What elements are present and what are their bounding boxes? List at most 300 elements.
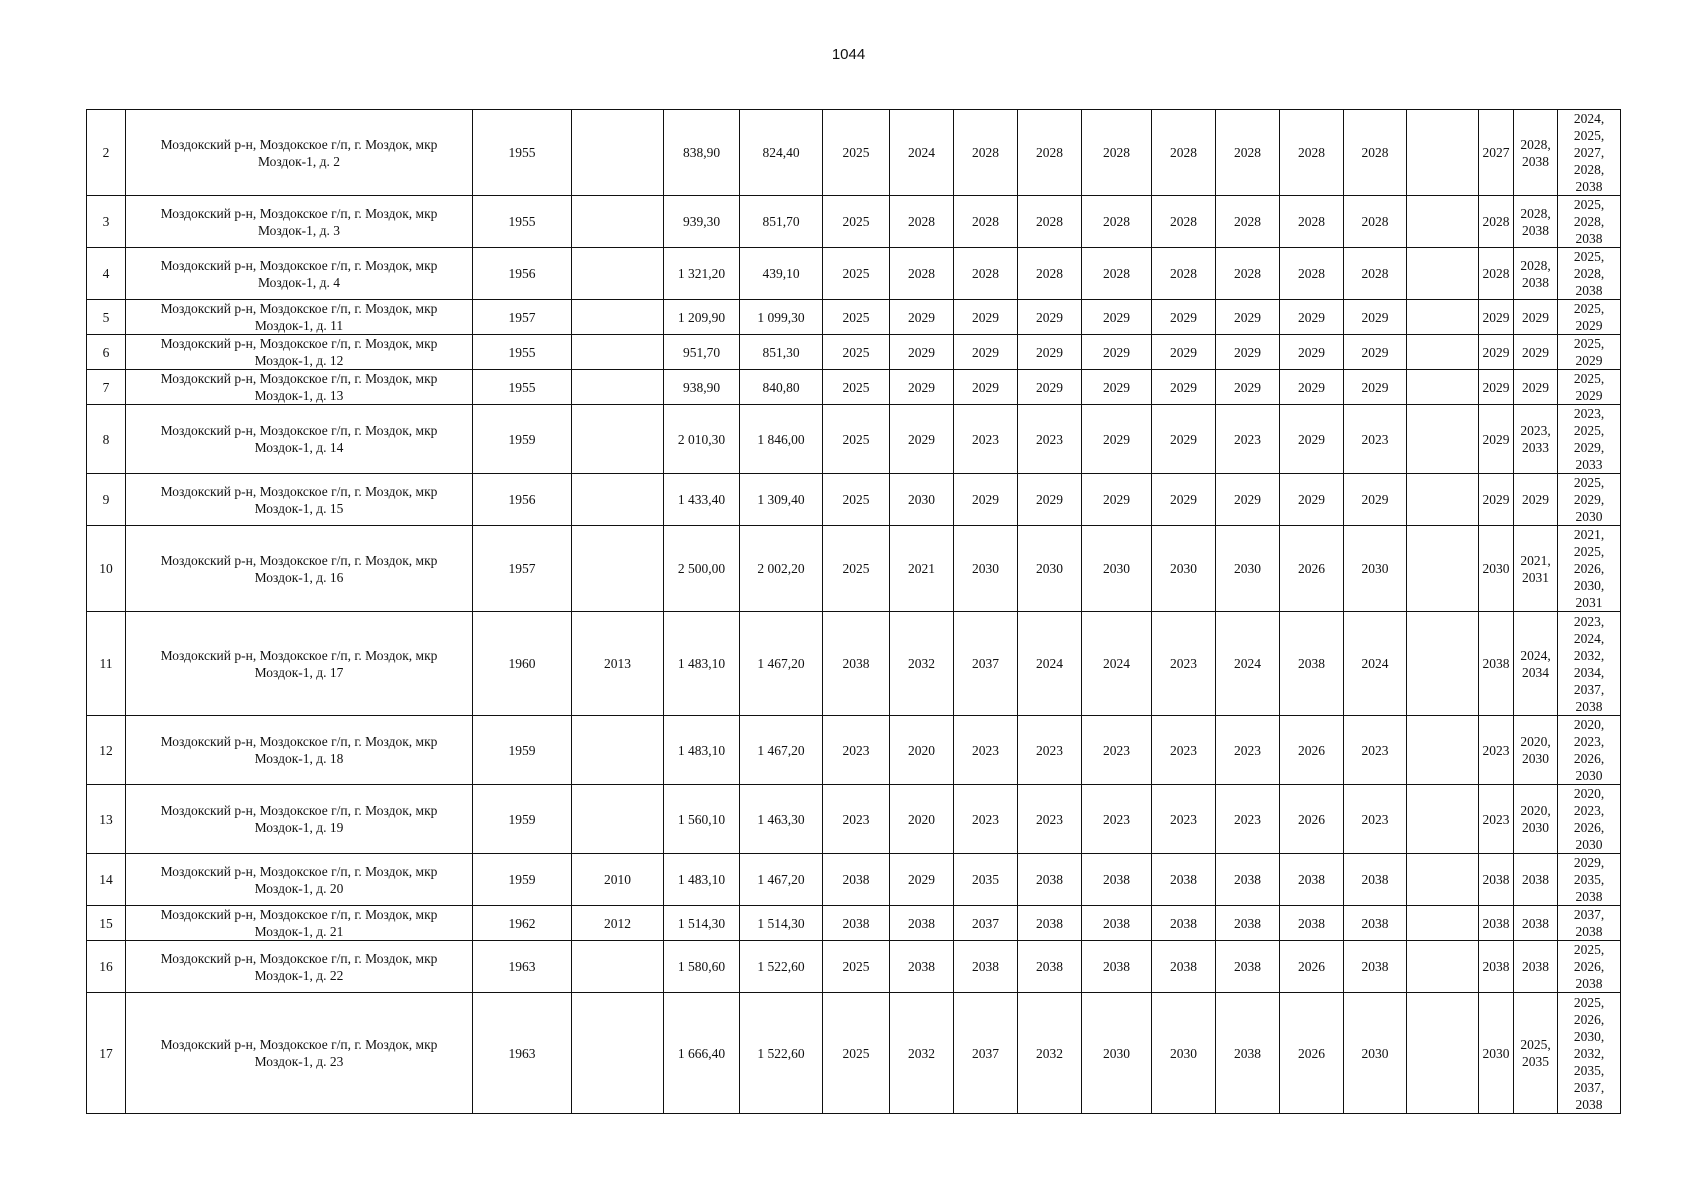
row-number: 11 [87, 612, 126, 716]
address-cell [126, 370, 473, 405]
address-line-2: Моздок-1, д. 12 [254, 353, 344, 368]
work-year-cell: 2025 [823, 300, 890, 335]
work-year-cell [1407, 300, 1479, 335]
row-number: 10 [87, 526, 126, 612]
housing-register-table [86, 109, 1621, 1114]
work-year-cell: 2030 [1152, 993, 1216, 1114]
build-year-cell: 1959 [473, 716, 572, 785]
work-year-cell: 2028 [1152, 110, 1216, 196]
address-line-2: Моздок-1, д. 23 [254, 1054, 344, 1069]
table-row [87, 370, 1621, 405]
work-year-cell: 2030 [1479, 526, 1514, 612]
address-line-1: Моздокский р-н, Моздокское г/п, г. Моздок, мкр [160, 136, 438, 152]
living-area-cell: 1 522,60 [740, 941, 823, 993]
work-year-cell: 2023 [1082, 716, 1152, 785]
work-year-cell: 2028 [1344, 110, 1407, 196]
address-line-1: Моздокский р-н, Моздокское г/п, г. Моздок, мкр [160, 371, 438, 386]
work-year-cell: 2029 [1152, 474, 1216, 526]
work-year-cell: 2029 [1216, 370, 1280, 405]
renovation-year-cell: 2012 [572, 906, 664, 941]
work-year-cell: 2038 [1280, 854, 1344, 906]
work-year-cell [1407, 941, 1479, 993]
work-year-cell: 2030 [1344, 526, 1407, 612]
work-year-cell: 2032 [890, 612, 954, 716]
work-year-cell: 2029 [1479, 405, 1514, 474]
work-year-cell: 2029 [1344, 370, 1407, 405]
build-year-cell: 1959 [473, 405, 572, 474]
address-line-1: Моздокский р-н, Моздокское г/п, г. Моздок, мкр [160, 647, 438, 663]
work-year-cell: 2028 [1018, 110, 1082, 196]
total-area-cell: 1 483,10 [664, 854, 740, 906]
work-year-cell: 2025 [823, 248, 890, 300]
total-area-cell: 1 483,10 [664, 612, 740, 716]
living-area-cell: 439,10 [740, 248, 823, 300]
renovation-year-cell: 2013 [572, 612, 664, 716]
planned-years-cell: 2029 [1514, 335, 1558, 370]
work-year-cell: 2025 [823, 993, 890, 1114]
living-area-cell: 1 309,40 [740, 474, 823, 526]
work-year-cell: 2023 [1018, 405, 1082, 474]
total-area-cell: 939,30 [664, 196, 740, 248]
row-number: 13 [87, 785, 126, 854]
total-area-cell: 1 321,20 [664, 248, 740, 300]
work-year-cell: 2038 [1479, 941, 1514, 993]
living-area-cell: 824,40 [740, 110, 823, 196]
work-year-cell: 2029 [1082, 335, 1152, 370]
address-line-2: Моздок-1, д. 18 [254, 751, 344, 766]
address-line-2: Моздок-1, д. 13 [254, 388, 344, 403]
work-year-cell: 2023 [1152, 716, 1216, 785]
work-year-cell: 2029 [1344, 300, 1407, 335]
work-year-cell: 2028 [1152, 196, 1216, 248]
work-year-cell: 2029 [1018, 474, 1082, 526]
work-year-cell: 2023 [1082, 785, 1152, 854]
work-year-cell: 2038 [1082, 854, 1152, 906]
work-year-cell [1407, 716, 1479, 785]
work-year-cell: 2023 [823, 716, 890, 785]
work-year-cell [1407, 526, 1479, 612]
work-year-cell: 2023 [1018, 785, 1082, 854]
table-row [87, 906, 1621, 941]
address-line-1: Моздокский р-н, Моздокское г/п, г. Моздок, мкр [160, 336, 438, 351]
work-year-cell: 2029 [1280, 300, 1344, 335]
work-year-cell: 2025 [823, 335, 890, 370]
work-year-cell: 2025 [823, 196, 890, 248]
row-number: 9 [87, 474, 126, 526]
address-cell [126, 335, 473, 370]
table-row [87, 716, 1621, 785]
work-year-cell: 2030 [1344, 993, 1407, 1114]
work-year-cell: 2037 [954, 906, 1018, 941]
work-year-cell [1407, 785, 1479, 854]
work-year-cell: 2038 [1216, 906, 1280, 941]
planned-years-cell: 2029 [1514, 300, 1558, 335]
total-area-cell: 951,70 [664, 335, 740, 370]
address-cell [126, 196, 473, 248]
work-year-cell: 2026 [1280, 785, 1344, 854]
table-row [87, 526, 1621, 612]
work-year-cell: 2029 [1479, 370, 1514, 405]
table-row [87, 248, 1621, 300]
total-area-cell: 1 483,10 [664, 716, 740, 785]
work-year-cell: 2038 [1082, 906, 1152, 941]
all-years-cell: 2025, 2026, 2030, 2032, 2035, 2037, 2038 [1558, 993, 1621, 1114]
total-area-cell: 1 560,10 [664, 785, 740, 854]
living-area-cell: 1 514,30 [740, 906, 823, 941]
address-line-2: Моздок-1, д. 3 [257, 222, 341, 238]
work-year-cell: 2028 [890, 248, 954, 300]
work-year-cell: 2030 [1082, 993, 1152, 1114]
work-year-cell: 2038 [1018, 906, 1082, 941]
work-year-cell: 2038 [1152, 906, 1216, 941]
renovation-year-cell [572, 474, 664, 526]
address-cell [126, 526, 473, 612]
work-year-cell [1407, 474, 1479, 526]
build-year-cell: 1963 [473, 993, 572, 1114]
address-line-2: Моздок-1, д. 20 [254, 880, 344, 896]
build-year-cell: 1956 [473, 474, 572, 526]
work-year-cell: 2028 [954, 196, 1018, 248]
renovation-year-cell [572, 941, 664, 993]
table-row [87, 941, 1621, 993]
all-years-cell: 2025, 2026, 2038 [1558, 941, 1621, 993]
renovation-year-cell [572, 300, 664, 335]
work-year-cell: 2026 [1280, 716, 1344, 785]
work-year-cell: 2029 [1152, 405, 1216, 474]
work-year-cell: 2028 [1280, 196, 1344, 248]
build-year-cell: 1955 [473, 370, 572, 405]
living-area-cell: 1 463,30 [740, 785, 823, 854]
living-area-cell: 1 522,60 [740, 993, 823, 1114]
build-year-cell: 1959 [473, 785, 572, 854]
work-year-cell: 2026 [1280, 993, 1344, 1114]
work-year-cell: 2030 [1152, 526, 1216, 612]
renovation-year-cell [572, 370, 664, 405]
address-line-2: Моздок-1, д. 21 [254, 924, 344, 939]
renovation-year-cell [572, 405, 664, 474]
table-row [87, 785, 1621, 854]
total-area-cell: 938,90 [664, 370, 740, 405]
work-year-cell: 2028 [954, 110, 1018, 196]
total-area-cell: 1 433,40 [664, 474, 740, 526]
all-years-cell: 2020, 2023, 2026, 2030 [1558, 785, 1621, 854]
table-row [87, 405, 1621, 474]
address-line-2: Моздок-1, д. 19 [254, 820, 344, 835]
living-area-cell: 840,80 [740, 370, 823, 405]
work-year-cell: 2029 [890, 370, 954, 405]
work-year-cell: 2024 [1216, 612, 1280, 716]
work-year-cell: 2037 [954, 993, 1018, 1114]
work-year-cell: 2028 [1216, 196, 1280, 248]
work-year-cell: 2038 [890, 906, 954, 941]
renovation-year-cell: 2010 [572, 854, 664, 906]
planned-years-cell: 2025, 2035 [1514, 993, 1558, 1114]
work-year-cell: 2029 [890, 405, 954, 474]
renovation-year-cell [572, 526, 664, 612]
address-line-1: Моздокский р-н, Моздокское г/п, г. Моздок, мкр [160, 863, 438, 879]
work-year-cell: 2030 [1082, 526, 1152, 612]
work-year-cell: 2038 [823, 854, 890, 906]
planned-years-cell: 2038 [1514, 906, 1558, 941]
work-year-cell: 2038 [1152, 854, 1216, 906]
work-year-cell: 2029 [1152, 335, 1216, 370]
work-year-cell: 2028 [1344, 248, 1407, 300]
all-years-cell: 2021, 2025, 2026, 2030, 2031 [1558, 526, 1621, 612]
work-year-cell: 2028 [1152, 248, 1216, 300]
table-row [87, 854, 1621, 906]
address-line-2: Моздок-1, д. 4 [257, 274, 341, 290]
work-year-cell: 2023 [1479, 716, 1514, 785]
build-year-cell: 1957 [473, 300, 572, 335]
row-number: 3 [87, 196, 126, 248]
work-year-cell: 2024 [1082, 612, 1152, 716]
work-year-cell: 2028 [1479, 196, 1514, 248]
work-year-cell [1407, 854, 1479, 906]
work-year-cell: 2030 [890, 474, 954, 526]
work-year-cell: 2029 [1344, 474, 1407, 526]
row-number: 4 [87, 248, 126, 300]
work-year-cell: 2038 [1479, 906, 1514, 941]
work-year-cell: 2029 [1216, 474, 1280, 526]
renovation-year-cell [572, 110, 664, 196]
work-year-cell: 2038 [1082, 941, 1152, 993]
work-year-cell: 2025 [823, 110, 890, 196]
work-year-cell: 2030 [1018, 526, 1082, 612]
build-year-cell: 1957 [473, 526, 572, 612]
address-cell [126, 405, 473, 474]
address-line-2: Моздок-1, д. 22 [254, 967, 344, 983]
address-line-2: Моздок-1, д. 17 [254, 664, 344, 680]
total-area-cell: 1 666,40 [664, 993, 740, 1114]
address-line-1: Моздокский р-н, Моздокское г/п, г. Моздок, мкр [160, 205, 438, 221]
work-year-cell: 2030 [1216, 526, 1280, 612]
address-line-1: Моздокский р-н, Моздокское г/п, г. Моздок, мкр [160, 257, 438, 273]
work-year-cell: 2023 [1344, 716, 1407, 785]
work-year-cell: 2023 [954, 716, 1018, 785]
work-year-cell [1407, 370, 1479, 405]
work-year-cell: 2029 [1344, 335, 1407, 370]
work-year-cell: 2023 [1479, 785, 1514, 854]
work-year-cell: 2025 [823, 474, 890, 526]
work-year-cell: 2038 [1216, 941, 1280, 993]
work-year-cell: 2026 [1280, 941, 1344, 993]
work-year-cell: 2023 [1216, 716, 1280, 785]
all-years-cell: 2025, 2028, 2038 [1558, 196, 1621, 248]
work-year-cell: 2028 [1082, 248, 1152, 300]
all-years-cell: 2025, 2029 [1558, 300, 1621, 335]
row-number: 16 [87, 941, 126, 993]
living-area-cell: 1 467,20 [740, 716, 823, 785]
work-year-cell: 2038 [1479, 612, 1514, 716]
work-year-cell: 2029 [1280, 474, 1344, 526]
address-cell [126, 474, 473, 526]
work-year-cell: 2030 [1479, 993, 1514, 1114]
planned-years-cell: 2020, 2030 [1514, 716, 1558, 785]
work-year-cell: 2023 [1152, 785, 1216, 854]
build-year-cell: 1955 [473, 110, 572, 196]
work-year-cell: 2029 [1280, 335, 1344, 370]
work-year-cell [1407, 110, 1479, 196]
address-line-1: Моздокский р-н, Моздокское г/п, г. Моздок, мкр [160, 423, 438, 438]
work-year-cell: 2023 [1216, 405, 1280, 474]
all-years-cell: 2020, 2023, 2026, 2030 [1558, 716, 1621, 785]
renovation-year-cell [572, 993, 664, 1114]
address-line-2: Моздок-1, д. 2 [257, 153, 341, 169]
work-year-cell: 2038 [890, 941, 954, 993]
table-row [87, 993, 1621, 1114]
work-year-cell: 2029 [954, 370, 1018, 405]
work-year-cell: 2028 [1216, 110, 1280, 196]
row-number: 8 [87, 405, 126, 474]
work-year-cell [1407, 906, 1479, 941]
work-year-cell: 2023 [1216, 785, 1280, 854]
work-year-cell [1407, 196, 1479, 248]
address-line-1: Моздокский р-н, Моздокское г/п, г. Моздок, мкр [160, 803, 438, 818]
work-year-cell [1407, 335, 1479, 370]
work-year-cell: 2029 [1479, 300, 1514, 335]
work-year-cell: 2038 [1344, 906, 1407, 941]
address-cell [126, 993, 473, 1114]
work-year-cell: 2038 [1018, 941, 1082, 993]
address-line-1: Моздокский р-н, Моздокское г/п, г. Моздок, мкр [160, 1037, 438, 1052]
work-year-cell: 2029 [954, 335, 1018, 370]
work-year-cell: 2028 [1018, 196, 1082, 248]
work-year-cell: 2029 [1216, 300, 1280, 335]
address-line-1: Моздокский р-н, Моздокское г/п, г. Моздок, мкр [160, 734, 438, 749]
work-year-cell: 2029 [1018, 370, 1082, 405]
all-years-cell: 2024, 2025, 2027, 2028, 2038 [1558, 110, 1621, 196]
planned-years-cell: 2028, 2038 [1514, 110, 1558, 196]
address-cell [126, 110, 473, 196]
planned-years-cell: 2021, 2031 [1514, 526, 1558, 612]
address-cell [126, 612, 473, 716]
planned-years-cell: 2023, 2033 [1514, 405, 1558, 474]
total-area-cell: 2 010,30 [664, 405, 740, 474]
total-area-cell: 1 580,60 [664, 941, 740, 993]
page-number: 1044 [831, 46, 866, 63]
work-year-cell [1407, 248, 1479, 300]
build-year-cell: 1955 [473, 196, 572, 248]
address-line-2: Моздок-1, д. 16 [254, 569, 344, 585]
build-year-cell: 1963 [473, 941, 572, 993]
planned-years-cell: 2028, 2038 [1514, 196, 1558, 248]
address-cell [126, 941, 473, 993]
all-years-cell: 2037, 2038 [1558, 906, 1621, 941]
renovation-year-cell [572, 335, 664, 370]
row-number: 14 [87, 854, 126, 906]
work-year-cell: 2029 [1479, 474, 1514, 526]
renovation-year-cell [572, 196, 664, 248]
planned-years-cell: 2029 [1514, 474, 1558, 526]
living-area-cell: 1 099,30 [740, 300, 823, 335]
address-line-1: Моздокский р-н, Моздокское г/п, г. Моздок, мкр [160, 907, 438, 922]
address-line-1: Моздокский р-н, Моздокское г/п, г. Моздок, мкр [160, 950, 438, 966]
work-year-cell: 2025 [823, 405, 890, 474]
all-years-cell: 2025, 2029 [1558, 335, 1621, 370]
work-year-cell: 2024 [890, 110, 954, 196]
address-line-1: Моздокский р-н, Моздокское г/п, г. Моздок, мкр [160, 301, 438, 316]
work-year-cell: 2038 [1280, 612, 1344, 716]
work-year-cell: 2038 [1216, 854, 1280, 906]
living-area-cell: 2 002,20 [740, 526, 823, 612]
work-year-cell: 2037 [954, 612, 1018, 716]
work-year-cell: 2029 [1152, 370, 1216, 405]
work-year-cell: 2025 [823, 370, 890, 405]
renovation-year-cell [572, 248, 664, 300]
work-year-cell: 2021 [890, 526, 954, 612]
all-years-cell: 2025, 2029 [1558, 370, 1621, 405]
address-cell [126, 854, 473, 906]
work-year-cell: 2029 [1082, 405, 1152, 474]
work-year-cell: 2028 [1018, 248, 1082, 300]
table-row [87, 335, 1621, 370]
work-year-cell: 2038 [1344, 941, 1407, 993]
total-area-cell: 1 209,90 [664, 300, 740, 335]
work-year-cell: 2029 [1082, 370, 1152, 405]
address-line-2: Моздок-1, д. 15 [254, 500, 344, 516]
work-year-cell: 2027 [1479, 110, 1514, 196]
work-year-cell: 2023 [954, 785, 1018, 854]
work-year-cell: 2029 [1280, 405, 1344, 474]
work-year-cell [1407, 993, 1479, 1114]
work-year-cell: 2038 [1280, 906, 1344, 941]
build-year-cell: 1959 [473, 854, 572, 906]
planned-years-cell: 2038 [1514, 854, 1558, 906]
total-area-cell: 2 500,00 [664, 526, 740, 612]
work-year-cell: 2025 [823, 941, 890, 993]
planned-years-cell: 2024, 2034 [1514, 612, 1558, 716]
row-number: 12 [87, 716, 126, 785]
work-year-cell: 2038 [1018, 854, 1082, 906]
living-area-cell: 1 846,00 [740, 405, 823, 474]
living-area-cell: 1 467,20 [740, 854, 823, 906]
renovation-year-cell [572, 785, 664, 854]
work-year-cell: 2023 [1152, 612, 1216, 716]
work-year-cell: 2020 [890, 716, 954, 785]
work-year-cell: 2020 [890, 785, 954, 854]
total-area-cell: 838,90 [664, 110, 740, 196]
work-year-cell: 2028 [954, 248, 1018, 300]
work-year-cell: 2029 [954, 474, 1018, 526]
work-year-cell: 2028 [1344, 196, 1407, 248]
work-year-cell: 2029 [1082, 474, 1152, 526]
work-year-cell: 2029 [1216, 335, 1280, 370]
row-number: 7 [87, 370, 126, 405]
work-year-cell: 2028 [1082, 196, 1152, 248]
row-number: 17 [87, 993, 126, 1114]
address-cell [126, 248, 473, 300]
work-year-cell: 2028 [890, 196, 954, 248]
work-year-cell: 2029 [954, 300, 1018, 335]
work-year-cell: 2038 [1152, 941, 1216, 993]
work-year-cell: 2029 [1082, 300, 1152, 335]
work-year-cell: 2029 [1018, 300, 1082, 335]
living-area-cell: 851,70 [740, 196, 823, 248]
build-year-cell: 1962 [473, 906, 572, 941]
renovation-year-cell [572, 716, 664, 785]
work-year-cell: 2038 [1216, 993, 1280, 1114]
work-year-cell: 2028 [1280, 110, 1344, 196]
living-area-cell: 1 467,20 [740, 612, 823, 716]
all-years-cell: 2025, 2028, 2038 [1558, 248, 1621, 300]
row-number: 6 [87, 335, 126, 370]
work-year-cell: 2029 [890, 854, 954, 906]
address-cell [126, 716, 473, 785]
work-year-cell: 2024 [1344, 612, 1407, 716]
work-year-cell: 2029 [1280, 370, 1344, 405]
work-year-cell: 2023 [1344, 785, 1407, 854]
build-year-cell: 1960 [473, 612, 572, 716]
